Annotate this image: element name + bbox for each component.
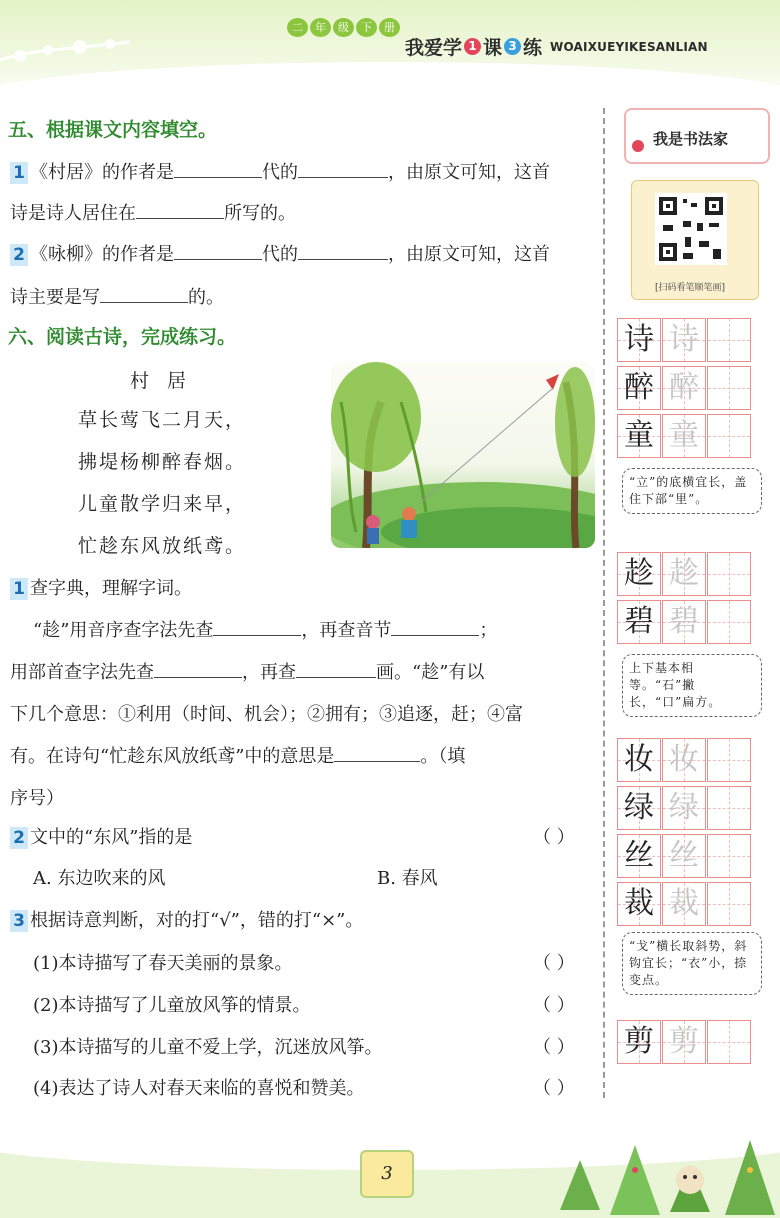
- answer-paren[interactable]: （ ）: [533, 1078, 575, 1099]
- text: 用部首查字法先查: [10, 662, 154, 683]
- char-grid-row[interactable]: [617, 318, 755, 362]
- model-char: 碧: [624, 604, 654, 639]
- char-grid-row[interactable]: [617, 834, 755, 878]
- text: 代的: [262, 162, 298, 183]
- grade-tabs: [287, 18, 400, 37]
- text: 诗是诗人居住在: [10, 203, 136, 224]
- brand-circle-three: 3: [504, 38, 521, 55]
- text: 《村居》的作者是: [30, 162, 174, 183]
- text: 代的: [262, 244, 298, 265]
- answer-blank[interactable]: [174, 159, 262, 178]
- text: 查字典，理解字词。: [30, 578, 192, 599]
- poem-illustration: [331, 362, 595, 548]
- answer-blank[interactable]: [298, 159, 388, 178]
- calligraphy-title: 我是书法家: [653, 130, 729, 148]
- model-char: 绿: [624, 790, 654, 825]
- text: “趁”用音序查字法先查: [33, 620, 214, 641]
- question-number: 3: [10, 910, 28, 932]
- text: 《咏柳》的作者是: [30, 244, 174, 265]
- model-char: 醉: [624, 370, 654, 405]
- section5-q1-line1: [10, 158, 550, 184]
- answer-blank[interactable]: [154, 659, 242, 678]
- trace-char: 丝: [669, 838, 699, 873]
- text: 所写的。: [224, 203, 296, 224]
- section6-title: 六、阅读古诗，完成练习。: [8, 326, 237, 348]
- brand-part: 我爱学: [405, 37, 463, 59]
- trace-char: 剪: [669, 1024, 699, 1059]
- poem-title: 村 居: [130, 370, 193, 392]
- answer-paren[interactable]: （ ）: [533, 1037, 575, 1058]
- model-char: 裁: [624, 886, 654, 921]
- judgement-item: (1)本诗描写了春天美丽的景象。: [33, 953, 293, 974]
- section5-q1-line2: [10, 199, 296, 225]
- grade-tab: 下: [356, 18, 377, 37]
- text: 根据诗意判断，对的打“√”，错的打“×”。: [30, 910, 364, 931]
- brand-latin: WOAIXUEYIKESANLIAN: [550, 39, 708, 54]
- branch-decoration-icon: [0, 20, 140, 80]
- brand-title: [405, 33, 708, 60]
- char-grid-row[interactable]: [617, 1020, 755, 1064]
- model-char: 妆: [624, 742, 654, 777]
- section6-q3-heading: [10, 906, 363, 932]
- section6-q1-line3: 下几个意思：①利用（时间、机会）；②拥有；③追逐，赶；④富: [10, 704, 523, 725]
- section6-q2-heading: [10, 823, 192, 849]
- answer-paren[interactable]: （ ）: [533, 953, 575, 974]
- answer-blank[interactable]: [391, 617, 479, 636]
- answer-blank[interactable]: [296, 659, 376, 678]
- text: ，再查: [242, 662, 296, 683]
- qr-code-icon[interactable]: [655, 193, 727, 265]
- judgement-item: (3)本诗描写的儿童不爱上学，沉迷放风筝。: [33, 1037, 383, 1058]
- page-number: 3: [360, 1150, 414, 1198]
- writing-tip: 上下基本相等。“石”撇长，“口”扁方。: [622, 654, 762, 717]
- section5-title: 五、根据课文内容填空。: [8, 119, 218, 141]
- model-char: 童: [624, 418, 654, 453]
- writing-tip: “立”的底横宜长，盖住下部“里”。: [622, 468, 762, 514]
- question-number: 2: [10, 244, 28, 266]
- christmas-trees-decoration-icon: [540, 1130, 780, 1218]
- question-number: 2: [10, 827, 28, 849]
- text: 的。: [188, 287, 224, 308]
- answer-paren[interactable]: （ ）: [533, 827, 575, 848]
- text: ；: [479, 620, 498, 641]
- section5-q2-line1: [10, 240, 550, 266]
- answer-blank[interactable]: [174, 241, 262, 260]
- trace-char: 童: [669, 418, 699, 453]
- poem-line: 拂堤杨柳醉春烟。: [78, 451, 247, 473]
- text: 文中的“东风”指的是: [30, 827, 193, 848]
- trace-char: 碧: [669, 604, 699, 639]
- writing-tip: “戈”横长取斜势，斜钩宜长；“衣”小，捺变点。: [622, 932, 762, 995]
- brand-circle-one: 1: [464, 38, 481, 55]
- text: 。（填: [420, 746, 466, 767]
- text: ，再查音节: [301, 620, 392, 641]
- char-grid-row[interactable]: [617, 366, 755, 410]
- section6-q1-heading: [10, 574, 192, 600]
- trace-char: 妆: [669, 742, 699, 777]
- text: ，由原文可知，这首: [388, 162, 550, 183]
- model-char: 丝: [624, 838, 654, 873]
- answer-paren[interactable]: （ ）: [533, 995, 575, 1016]
- judgement-item: (2)本诗描写了儿童放风筝的情景。: [33, 995, 311, 1016]
- trace-char: 醉: [669, 370, 699, 405]
- answer-blank[interactable]: [136, 200, 224, 219]
- grade-tab: 级: [333, 18, 354, 37]
- judgement-item: (4)表达了诗人对春天来临的喜悦和赞美。: [33, 1078, 365, 1099]
- question-number: 1: [10, 162, 28, 184]
- brand-part: 练: [523, 37, 543, 59]
- model-char: 诗: [624, 322, 654, 357]
- section5-q2-line2: [10, 283, 224, 309]
- brand-part: 课: [483, 37, 503, 59]
- poem-line: 草长莺飞二月天，: [78, 409, 247, 431]
- trace-char: 趁: [669, 556, 699, 591]
- grade-tab: 册: [379, 18, 400, 37]
- answer-blank[interactable]: [100, 284, 188, 303]
- section6-q1-line5: 序号）: [10, 788, 64, 809]
- column-divider: [603, 108, 605, 1098]
- char-grid-row[interactable]: [617, 882, 755, 926]
- section6-q1-line4: [10, 742, 465, 768]
- char-grid-row[interactable]: [617, 786, 755, 830]
- option-a[interactable]: A. 东边吹来的风: [33, 868, 166, 889]
- trace-char: 诗: [669, 322, 699, 357]
- qr-caption: [扫码看笔顺笔画]: [655, 283, 726, 293]
- question-number: 1: [10, 578, 28, 600]
- grade-tab: 年: [310, 18, 331, 37]
- text: 诗主要是写: [10, 287, 100, 308]
- section6-q1-line2: [10, 658, 484, 684]
- brush-icon: [630, 138, 646, 154]
- char-grid-row[interactable]: [617, 600, 755, 644]
- text: 画。“趁”有以: [376, 662, 485, 683]
- grade-tab: 二: [287, 18, 308, 37]
- answer-blank[interactable]: [298, 241, 388, 260]
- text: 有。在诗句“忙趁东风放纸鸢”中的意思是: [10, 746, 335, 767]
- model-char: 趁: [624, 556, 654, 591]
- char-grid-row[interactable]: [617, 738, 755, 782]
- model-char: 剪: [624, 1024, 654, 1059]
- char-grid-row[interactable]: [617, 414, 755, 458]
- answer-blank[interactable]: [213, 617, 301, 636]
- poem-line: 儿童散学归来早，: [78, 493, 247, 515]
- trace-char: 裁: [669, 886, 699, 921]
- section6-q1-line1: [33, 616, 497, 642]
- answer-blank[interactable]: [334, 743, 420, 762]
- poem-line: 忙趁东风放纸鸢。: [78, 535, 247, 557]
- trace-char: 绿: [669, 790, 699, 825]
- char-grid-row[interactable]: [617, 552, 755, 596]
- text: ，由原文可知，这首: [388, 244, 550, 265]
- option-b[interactable]: B. 春风: [377, 868, 438, 889]
